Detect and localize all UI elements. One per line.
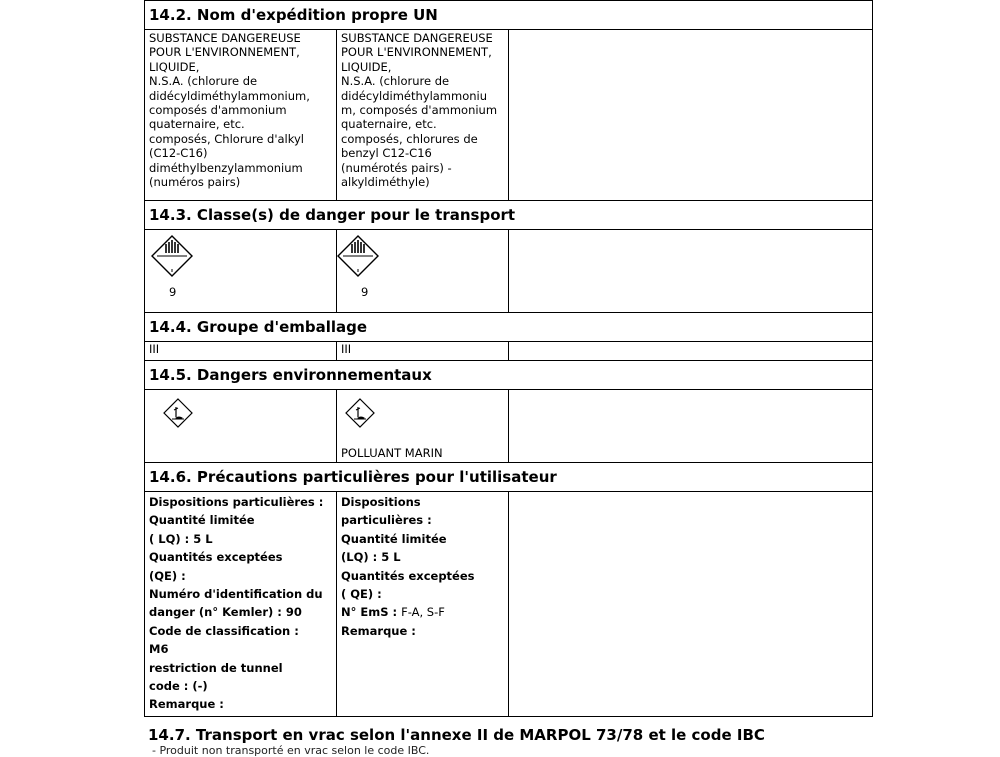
class-9-hazard-icon <box>151 235 193 277</box>
transport-table <box>144 0 873 717</box>
text-line: composés, chlorures de <box>341 131 478 146</box>
precaution-line <box>149 548 332 566</box>
packing-group-col1: III <box>145 342 337 361</box>
env-hazard-col3 <box>509 390 873 463</box>
precaution-label: Numéro d'identification du <box>149 587 323 602</box>
precautions-col2 <box>337 492 509 717</box>
precaution-line <box>149 585 332 603</box>
precautions-col1 <box>145 492 337 717</box>
header-14-4: 14.4. Groupe d'emballage <box>145 313 873 342</box>
precaution-line <box>149 493 332 511</box>
text-line: N.S.A. (chlorure de <box>341 74 450 89</box>
precaution-label: ( LQ) : 5 L <box>149 531 213 546</box>
precaution-line <box>341 585 504 603</box>
text-line: N.S.A. (chlorure de <box>149 74 258 89</box>
precaution-value: F-A, S-F <box>401 605 445 620</box>
text-line: didécyldiméthylammonium, <box>149 88 310 103</box>
header-14-3: 14.3. Classe(s) de danger pour le transport <box>145 201 873 230</box>
shipping-name-col1 <box>145 30 337 201</box>
header-14-6: 14.6. Précautions particulières pour l'utilisateur <box>145 463 873 492</box>
text-line: composés d'ammonium <box>149 103 287 118</box>
bulk-transport-note: - Produit non transporté en vrac selon le code IBC. <box>152 744 430 757</box>
shipping-name-col3 <box>509 30 873 201</box>
shipping-name-col2 <box>337 30 509 201</box>
text-line: POUR L'ENVIRONNEMENT, <box>341 45 492 60</box>
precaution-label: (LQ) : 5 L <box>341 550 401 565</box>
precaution-label: Quantités exceptées <box>341 568 475 583</box>
precaution-label: N° EmS : <box>341 605 402 620</box>
class-9-hazard-icon <box>337 235 379 277</box>
packing-group-col2: III <box>337 342 509 361</box>
environment-hazard-icon <box>345 398 375 428</box>
precaution-line <box>149 640 332 658</box>
precaution-line <box>149 530 332 548</box>
header-14-5: 14.5. Dangers environnementaux <box>145 361 873 390</box>
precaution-label: code : (-) <box>149 679 208 694</box>
environment-hazard-icon <box>163 398 193 428</box>
precaution-label: ( QE) : <box>341 587 382 602</box>
precaution-line <box>149 567 332 585</box>
text-line: diméthylbenzylammonium <box>149 160 303 175</box>
precaution-line <box>149 603 332 621</box>
text-line: LIQUIDE, <box>149 59 200 74</box>
header-14-2: 14.2. Nom d'expédition propre UN <box>145 1 873 30</box>
text-line: POUR L'ENVIRONNEMENT, <box>149 45 300 60</box>
text-line: m, composés d'ammonium <box>341 103 498 118</box>
precaution-line <box>341 622 504 640</box>
text-line: quaternaire, etc. <box>341 117 437 132</box>
hazard-class-col2: 9 <box>337 230 509 313</box>
precautions-col3 <box>509 492 873 717</box>
text-line: (C12-C16) <box>149 146 208 161</box>
precaution-label: danger (n° Kemler) : 90 <box>149 605 302 620</box>
precaution-line <box>149 677 332 695</box>
text-line: LIQUIDE, <box>341 59 392 74</box>
precaution-line <box>341 530 504 548</box>
precaution-line <box>341 567 504 585</box>
text-line: benzyl C12-C16 <box>341 146 432 161</box>
precaution-label: Quantité limitée <box>149 513 255 528</box>
text-line: SUBSTANCE DANGEREUSE <box>341 31 493 45</box>
precaution-label: Remarque : <box>341 623 416 638</box>
precaution-label: Quantité limitée <box>341 531 447 546</box>
precaution-label: Dispositions particulières : <box>149 495 324 509</box>
precaution-label: Remarque : <box>149 697 224 712</box>
text-line: didécyldiméthylammoniu <box>341 88 488 103</box>
precaution-label: Dispositions <box>341 495 421 509</box>
text-line: (numérotés pairs) - <box>341 160 452 175</box>
text-line: SUBSTANCE DANGEREUSE <box>149 31 301 45</box>
text-line: (numéros pairs) <box>149 175 241 190</box>
precaution-label: Code de classification : <box>149 623 299 638</box>
precaution-label: (QE) : <box>149 568 186 583</box>
precaution-line <box>341 511 504 529</box>
text-line: alkyldiméthyle) <box>341 175 430 190</box>
marine-pollutant-label: POLLUANT MARIN <box>341 446 443 460</box>
text-line: composés, Chlorure d'alkyl <box>149 131 304 146</box>
precaution-line <box>341 603 504 621</box>
precaution-line <box>149 511 332 529</box>
env-hazard-col2 <box>337 390 509 463</box>
precaution-line <box>149 659 332 677</box>
header-14-7: 14.7. Transport en vrac selon l'annexe II de MARPOL 73/78 et le code IBC <box>148 726 765 744</box>
precaution-line <box>341 548 504 566</box>
precaution-line <box>341 493 504 511</box>
text-line: quaternaire, etc. <box>149 117 245 132</box>
hazard-class-col3 <box>509 230 873 313</box>
precaution-label: Quantités exceptées <box>149 550 283 565</box>
packing-group-col3 <box>509 342 873 361</box>
hazard-class-col1: 9 <box>145 230 337 313</box>
precaution-label: restriction de tunnel <box>149 660 283 675</box>
precaution-line <box>149 695 332 713</box>
precaution-line <box>149 622 332 640</box>
precaution-label: M6 <box>149 642 169 657</box>
precaution-label: particulières : <box>341 513 432 528</box>
env-hazard-col1 <box>145 390 337 463</box>
sds-section-14 <box>144 0 872 717</box>
